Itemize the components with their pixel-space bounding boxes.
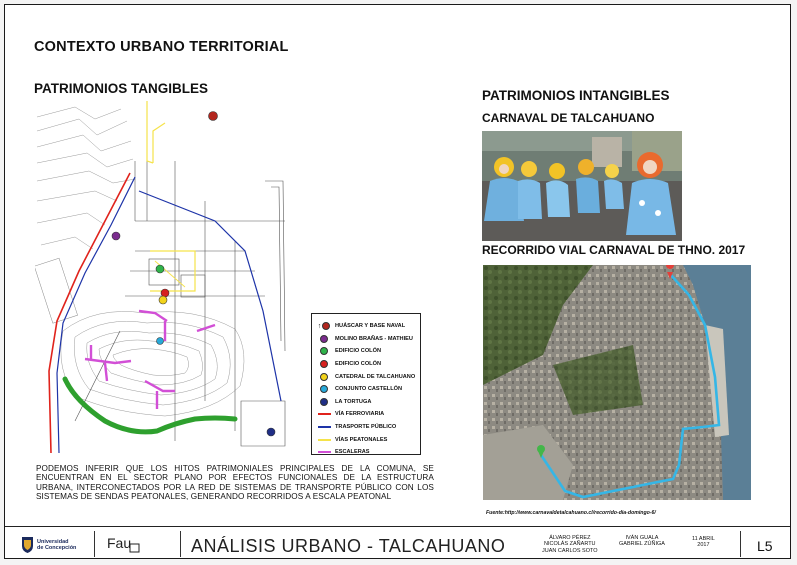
legend-item [316,446,416,459]
legend-item [316,433,416,446]
intangible-heading: PATRIMONIOS INTANGIBLES [482,88,670,103]
map-caption: PODEMOS INFERIR QUE LOS HITOS PATRIMONIALES PRINCIPALES DE LA COMUNA, SE ENCUENTRAN EN EL SECTOR PLANO POR EFECTOS FUNCIONALES DE LA ESTRUCTURA URBANA, INTERCONECTADOS POR LA RED DE SISTEMAS DE TRANSPORTE PÚBLICO CON LOS SISTEMAS DE SENDAS PEATONALES, GENERANDO RECORRIDOS A ESCALA PEATONAL [36,464,434,501]
legend-label: VÍA FERROVIARIA [335,411,385,418]
la-tortuga-marker [267,428,275,436]
university-line-1: Universidad [37,539,69,545]
author-name: GABRIEL ZÚÑIGA [619,541,665,548]
footer-separator [94,531,95,557]
faculty-logo-text: Fau [107,535,132,551]
legend-item [316,396,416,409]
legend-line-icon [316,409,332,419]
legend-marker-icon [316,359,332,369]
legend-item [316,320,416,333]
legend-label: EDIFICIO COLÓN [335,348,381,355]
legend-label: EDIFICIO COLÓN [335,361,381,368]
date-year: 2017 [697,542,710,549]
legend-item [316,358,416,371]
carnival-route-map [483,265,751,500]
carnaval-heading: CARNAVAL DE TALCAHUANO [482,111,655,125]
legend-label: LA TORTUGA [335,398,372,405]
legend-label: VÍAS PEATONALES [335,436,388,443]
date [692,536,715,549]
university-line-2: de Concepción [37,545,77,551]
legend-item [316,345,416,358]
legend-label: MOLINO BRAÑAS - MATHIEU [335,335,413,342]
author-name: ÁLVARO PÉREZ [549,535,591,541]
arrow-up-icon: ↑ [317,322,322,330]
huascar-marker [209,112,218,121]
author-name: JUAN CARLOS SOTO [542,547,598,554]
udec-logo [21,536,76,554]
legend-item [316,333,416,346]
heritage-map [35,101,294,453]
legend-item [316,408,416,421]
slide-page [4,4,791,559]
legend-label: HUÁSCAR Y BASE NAVAL [335,323,406,330]
footer [5,527,790,559]
image-source: Fuente:http://www.carnavaldetalcahuano.cl/recorrido-dia-domingo-6/ [486,510,656,516]
fau-logo [106,533,140,555]
udec-crest-icon [21,536,34,554]
legend-item [316,421,416,434]
legend-line-icon [316,447,332,457]
course-title: ANÁLISIS URBANO - TALCAHUANO [191,536,506,556]
authors-group-b [619,535,665,548]
legend-line-icon [316,422,332,432]
legend-item [316,383,416,396]
legend-item [316,370,416,383]
date-day-month: 11 ABRIL [692,536,715,542]
edificio-colon-green-marker [156,265,164,273]
legend-label: CONJUNTO CASTELLÓN [335,386,403,393]
legend-label: CATEDRAL DE TALCAHUANO [335,373,416,380]
footer-separator [180,531,181,557]
legend-label: ESCALERAS [335,449,370,456]
castellon-marker [157,338,164,345]
legend-marker-icon [316,397,332,407]
legend-marker-icon [316,346,332,356]
legend-marker-icon [316,334,332,344]
author-name: IVÁN GUALA [625,535,659,541]
map-legend [311,313,421,455]
legend-label: TRASPORTE PÚBLICO [335,424,397,431]
catedral-marker [159,296,167,304]
route-heading: RECORRIDO VIAL CARNAVAL DE THNO. 2017 [482,243,746,257]
legend-line-icon [316,435,332,445]
carnaval-photo [482,131,682,241]
footer-separator [740,531,741,557]
page-title: CONTEXTO URBANO TERRITORIAL [34,39,289,55]
author-name: NICOLÁS ZAÑARTU [543,541,596,548]
legend-marker-icon [316,372,332,382]
authors-group-a [542,535,598,554]
legend-marker-icon [316,321,332,331]
tangible-heading: PATRIMONIOS TANGIBLES [34,81,208,96]
molino-marker [112,232,120,240]
legend-marker-icon [316,384,332,394]
sheet-number: L5 [757,538,773,554]
